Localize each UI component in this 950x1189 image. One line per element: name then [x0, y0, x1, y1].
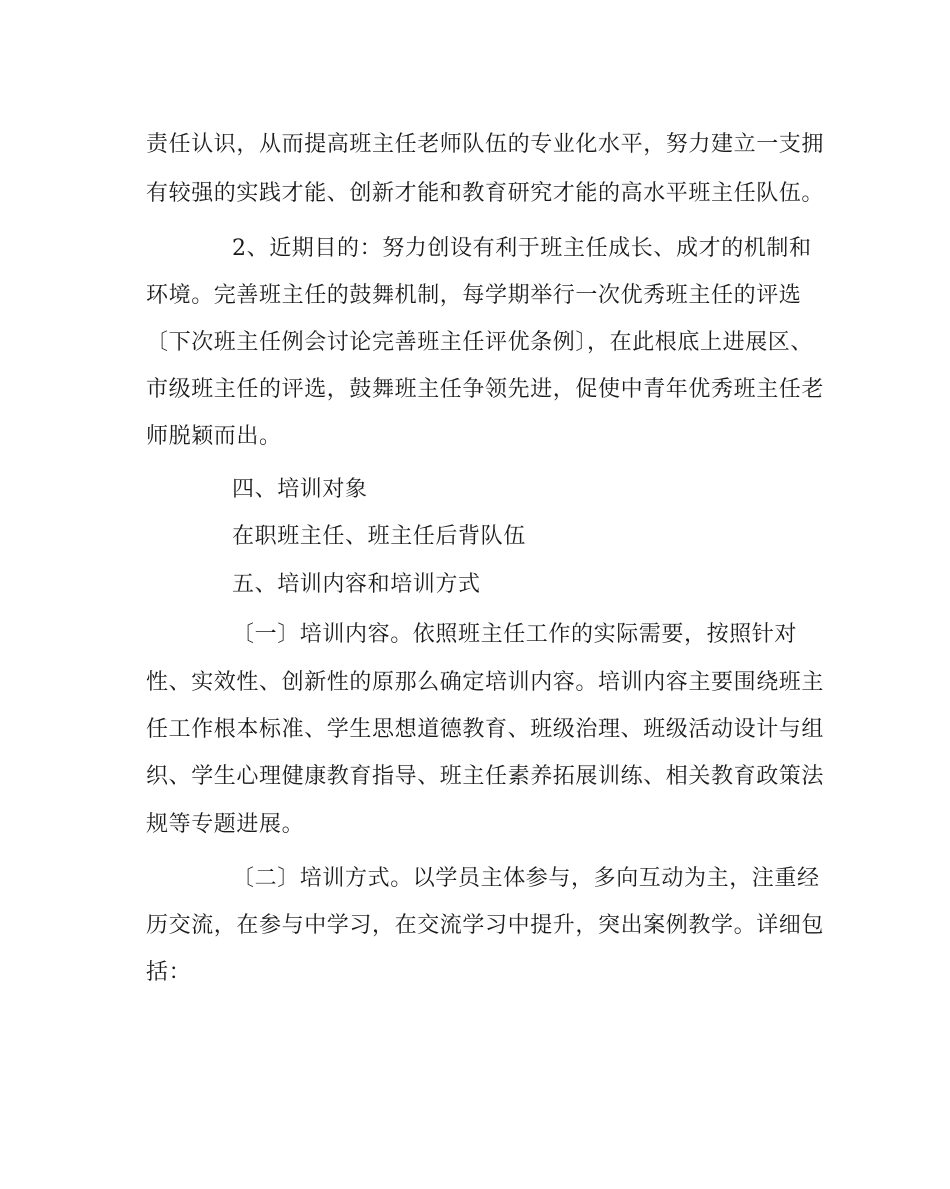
- paragraph-line: 2、近期目的：努力创设有利于班主任成长、成才的机制和: [232, 236, 812, 261]
- paragraph-line: 〔一〕培训内容。依照班主任工作的实际需要，按照针对: [232, 622, 798, 647]
- paragraph-line: 〔下次班主任例会讨论完善班主任评优条例〕，在此根底上进展区、: [146, 330, 814, 355]
- paragraph-line: 市级班主任的评选，鼓舞班主任争领先进，促使中青年优秀班主任老: [146, 377, 825, 402]
- paragraph-line: 在职班主任、班主任后背队伍: [232, 524, 526, 549]
- paragraph-line: 〔二〕培训方式。以学员主体参与，多向互动为主，注重经: [232, 866, 820, 891]
- paragraph-line: 责任认识，从而提高班主任老师队伍的专业化水平，努力建立一支拥: [146, 132, 825, 157]
- paragraph-line: 织、学生心理健康教育指导、班主任素养拓展训练、相关教育政策法: [146, 764, 825, 789]
- paragraph-line: 师脱颖而出。: [146, 424, 282, 449]
- paragraph-line: 性、实效性、创新性的原那么确定培训内容。培训内容主要围绕班主: [146, 670, 825, 695]
- section-heading: 四、培训对象: [232, 477, 368, 502]
- paragraph-line: 括：: [146, 960, 192, 985]
- paragraph-line: 环境。完善班主任的鼓舞机制，每学期举行一次优秀班主任的评选: [146, 283, 802, 308]
- section-heading: 五、培训内容和培训方式: [232, 572, 481, 597]
- paragraph-line: 有较强的实践才能、创新才能和教育研究才能的高水平班主任队伍。: [146, 181, 825, 206]
- paragraph-line: 规等专题进展。: [146, 812, 305, 837]
- paragraph-line: 任工作根本标准、学生思想道德教育、班级治理、班级活动设计与组: [146, 717, 825, 742]
- paragraph-line: 历交流，在参与中学习，在交流学习中提升，突出案例教学。详细包: [146, 913, 825, 938]
